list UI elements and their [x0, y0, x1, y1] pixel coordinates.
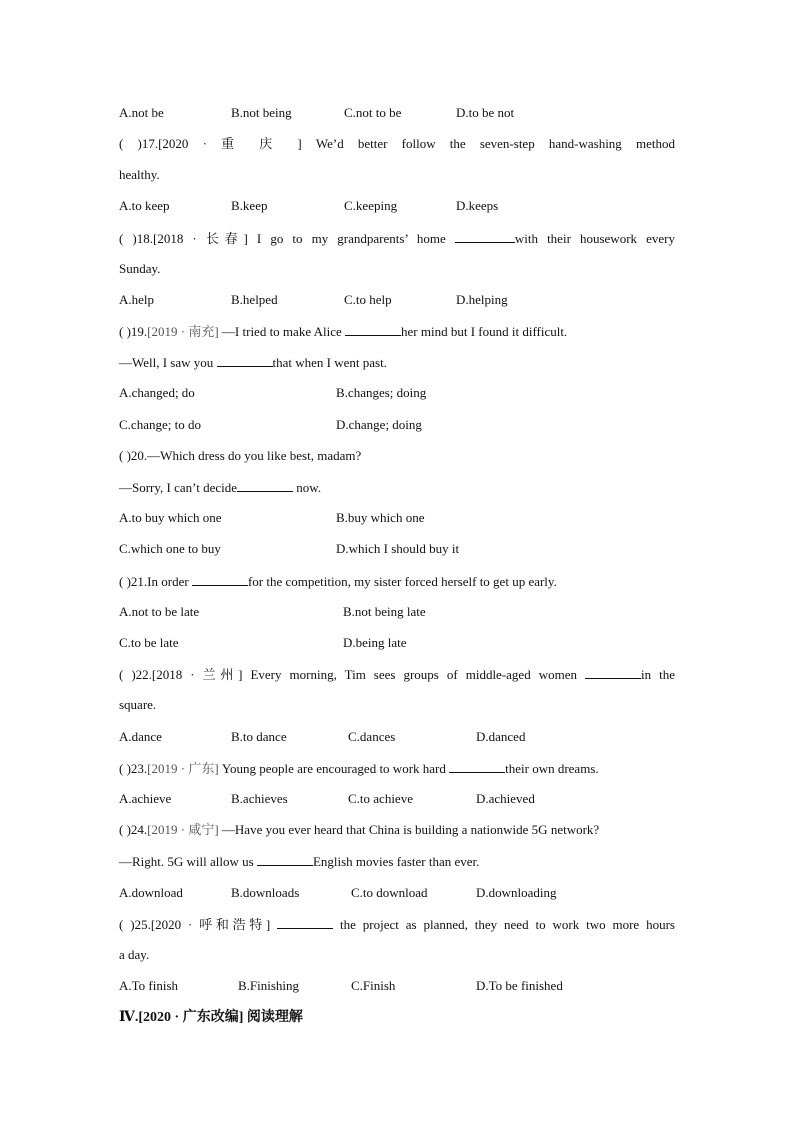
- dialogue-line: [119, 479, 321, 496]
- question-number: 18.: [136, 231, 153, 246]
- option[interactable]: C.to download: [351, 885, 428, 900]
- question-23: [119, 760, 599, 777]
- question-number: 24.: [130, 822, 148, 837]
- question-text-cont: a day.: [119, 947, 150, 962]
- option[interactable]: D.to be not: [456, 105, 515, 120]
- question-text: in the: [640, 667, 675, 682]
- dialogue-line: [119, 853, 479, 870]
- question-17: [119, 136, 675, 152]
- answer-paren[interactable]: ( ): [119, 667, 136, 682]
- option[interactable]: A.not to be late: [119, 604, 200, 619]
- option[interactable]: B.Finishing: [238, 978, 300, 993]
- option[interactable]: A.to buy which one: [119, 510, 222, 525]
- question-text: We’d better follow the seven-step hand-washing method: [315, 136, 675, 151]
- option[interactable]: B.achieves: [231, 791, 288, 806]
- option[interactable]: A.not be: [119, 105, 164, 120]
- question-number: 19.: [130, 324, 148, 339]
- question-number: 23.: [130, 761, 148, 776]
- option[interactable]: B.helped: [231, 292, 278, 307]
- option[interactable]: C.to achieve: [348, 791, 413, 806]
- answer-blank[interactable]: [449, 760, 505, 773]
- question-text: her mind but I found it difficult.: [401, 324, 568, 339]
- option[interactable]: D.being late: [343, 635, 407, 650]
- question-number: 20.: [130, 448, 148, 463]
- question-text: the project as planned, they need to work two more hours: [333, 917, 675, 932]
- question-text: that when I went past.: [272, 355, 387, 370]
- answer-paren[interactable]: ( ): [119, 574, 131, 589]
- answer-paren[interactable]: ( ): [119, 448, 131, 463]
- answer-paren[interactable]: ( ): [119, 917, 135, 932]
- option[interactable]: A.changed; do: [119, 385, 195, 400]
- option[interactable]: B.downloads: [231, 885, 300, 900]
- question-source: [2018 · 兰州]: [151, 667, 251, 682]
- option[interactable]: D.change; doing: [336, 417, 422, 432]
- question-text: —Which dress do you like best, madam?: [147, 448, 362, 463]
- answer-blank[interactable]: [192, 573, 248, 586]
- question-text-cont: Sunday.: [119, 261, 161, 276]
- answer-paren[interactable]: ( ): [119, 231, 137, 246]
- option[interactable]: D.To be finished: [476, 978, 563, 993]
- option[interactable]: B.not being late: [343, 604, 426, 619]
- option[interactable]: B.buy which one: [336, 510, 425, 525]
- option[interactable]: A.To finish: [119, 978, 179, 993]
- question-source: [2019 · 咸宁]: [147, 822, 222, 837]
- answer-blank[interactable]: [585, 666, 641, 679]
- option[interactable]: C.which one to buy: [119, 541, 221, 556]
- question-text: —I tried to make Alice: [221, 324, 346, 339]
- option[interactable]: C.dances: [348, 729, 396, 744]
- question-source: [2019 · 广东]: [147, 761, 222, 776]
- question-source: [2020 · 重 庆 ]: [158, 136, 316, 151]
- question-24: [119, 822, 599, 838]
- question-text: English movies faster than ever.: [312, 854, 480, 869]
- answer-blank[interactable]: [237, 479, 293, 492]
- question-21: [119, 573, 557, 590]
- question-text: —Right. 5G will allow us: [119, 854, 257, 869]
- option[interactable]: B.keep: [231, 198, 268, 213]
- option[interactable]: D.downloading: [476, 885, 557, 900]
- option[interactable]: A.dance: [119, 729, 162, 744]
- answer-paren[interactable]: ( ): [119, 324, 131, 339]
- answer-paren[interactable]: ( ): [119, 822, 131, 837]
- option[interactable]: C.Finish: [351, 978, 396, 993]
- answer-blank[interactable]: [345, 323, 401, 336]
- answer-blank[interactable]: [277, 916, 333, 929]
- question-number: 22.: [135, 667, 152, 682]
- question-text: Every morning, Tim sees groups of middle-aged women: [250, 667, 585, 682]
- question-number: 17.: [141, 136, 159, 151]
- question-19: [119, 323, 567, 340]
- question-text: —Well, I saw you: [119, 355, 217, 370]
- answer-blank[interactable]: [455, 230, 515, 243]
- option[interactable]: B.not being: [231, 105, 292, 120]
- question-22: [119, 666, 675, 683]
- question-20: [119, 448, 361, 464]
- option[interactable]: D.danced: [476, 729, 526, 744]
- question-text: I go to my grandparents’ home: [256, 231, 455, 246]
- question-25: [119, 916, 675, 933]
- option[interactable]: C.to help: [344, 292, 392, 307]
- answer-blank[interactable]: [257, 853, 313, 866]
- question-text: for the competition, my sister forced herself to get up early.: [247, 574, 557, 589]
- option[interactable]: D.helping: [456, 292, 508, 307]
- question-text: with their housework every: [514, 231, 675, 246]
- question-source: [2020 · 呼和浩特]: [150, 917, 278, 932]
- question-text-cont: healthy.: [119, 167, 160, 182]
- option[interactable]: C.change; to do: [119, 417, 201, 432]
- option[interactable]: B.changes; doing: [336, 385, 427, 400]
- option[interactable]: A.download: [119, 885, 183, 900]
- option[interactable]: A.help: [119, 292, 155, 307]
- dialogue-line: [119, 354, 387, 371]
- question-text: In order: [147, 574, 192, 589]
- option[interactable]: C.not to be: [344, 105, 402, 120]
- answer-paren[interactable]: ( ): [119, 761, 131, 776]
- question-number: 25.: [134, 917, 151, 932]
- question-text: —Sorry, I can’t decide: [119, 480, 238, 495]
- question-source: [2018 · 长春]: [153, 231, 257, 246]
- question-text: Young people are encouraged to work hard: [221, 761, 450, 776]
- option[interactable]: B.to dance: [231, 729, 287, 744]
- option[interactable]: A.to keep: [119, 198, 170, 213]
- option[interactable]: D.keeps: [456, 198, 499, 213]
- question-text: —Have you ever heard that China is building a nationwide 5G network?: [221, 822, 600, 837]
- answer-paren[interactable]: ( ): [119, 136, 142, 151]
- answer-blank[interactable]: [217, 354, 273, 367]
- option[interactable]: D.which I should buy it: [336, 541, 460, 556]
- option[interactable]: D.achieved: [476, 791, 535, 806]
- option[interactable]: C.keeping: [344, 198, 398, 213]
- question-source: [2019 · 南充]: [147, 324, 222, 339]
- question-number: 21.: [130, 574, 148, 589]
- question-text: now.: [293, 480, 322, 495]
- question-text: their own dreams.: [505, 761, 599, 776]
- option[interactable]: C.to be late: [119, 635, 179, 650]
- section-heading: Ⅳ.[2020 · 广东改编] 阅读理解: [119, 1010, 303, 1025]
- question-text-cont: square.: [119, 697, 157, 712]
- question-18: [119, 230, 675, 247]
- option[interactable]: A.achieve: [119, 791, 172, 806]
